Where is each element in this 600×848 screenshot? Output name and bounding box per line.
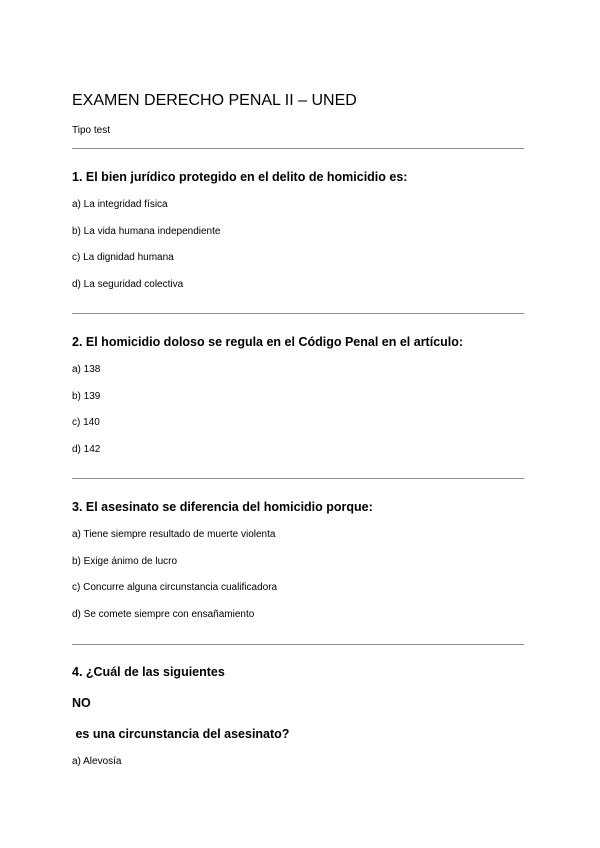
question-4-emphasis: NO [72, 696, 91, 710]
question-1-option-d: d) La seguridad colectiva [72, 279, 184, 290]
question-1: 1. El bien jurídico protegido en el delito de homicidio es: [72, 170, 408, 184]
question-2-option-a: a) 138 [72, 364, 101, 375]
question-4-part-2: es una circunstancia del asesinato? [72, 727, 290, 741]
divider [72, 148, 524, 149]
question-2: 2. El homicidio doloso se regula en el Código Penal en el artículo: [72, 335, 464, 349]
question-3-option-c: c) Concurre alguna circunstancia cualificadora [72, 582, 278, 593]
document-subtitle: Tipo test [72, 125, 110, 136]
question-2-option-b: b) 139 [72, 391, 101, 402]
question-1-option-b: b) La vida humana independiente [72, 226, 221, 237]
question-2-option-c: c) 140 [72, 417, 100, 428]
question-4-part-1: 4. ¿Cuál de las siguientes [72, 665, 225, 679]
question-3: 3. El asesinato se diferencia del homicidio porque: [72, 500, 373, 514]
question-3-option-d: d) Se comete siempre con ensañamiento [72, 609, 255, 620]
question-3-option-a: a) Tiene siempre resultado de muerte violenta [72, 529, 276, 540]
question-3-option-b: b) Exige ánimo de lucro [72, 556, 178, 567]
question-1-option-a: a) La integridad física [72, 199, 168, 210]
question-4-option-a: a) Alevosía [72, 756, 122, 767]
question-2-option-d: d) 142 [72, 444, 101, 455]
document-title: EXAMEN DERECHO PENAL II – UNED [72, 92, 357, 109]
divider [72, 478, 524, 479]
divider [72, 313, 524, 314]
divider [72, 644, 524, 645]
question-1-option-c: c) La dignidad humana [72, 252, 174, 263]
